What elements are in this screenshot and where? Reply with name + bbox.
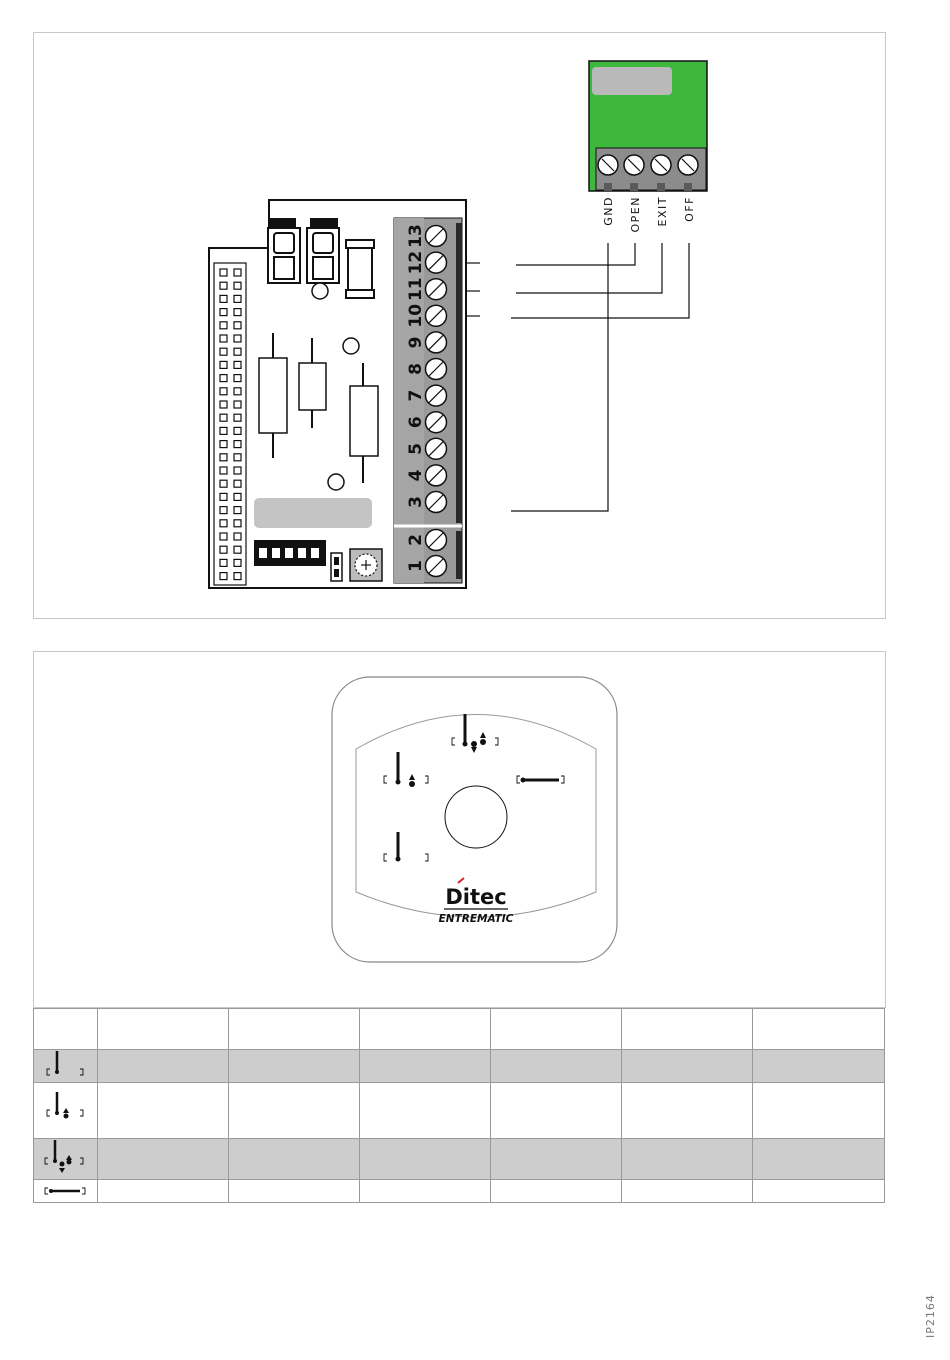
header-pin bbox=[234, 493, 241, 500]
header-pin bbox=[220, 295, 227, 302]
mode-exit-icon bbox=[34, 1083, 98, 1139]
header-pin bbox=[220, 520, 227, 527]
terminal-number: 4 bbox=[406, 469, 426, 482]
key-cylinder bbox=[445, 786, 507, 848]
terminal-number: 6 bbox=[406, 416, 426, 429]
header-pin bbox=[234, 361, 241, 368]
terminal-number: 10 bbox=[406, 303, 426, 328]
header-pin bbox=[234, 388, 241, 395]
reference-code-text: IP2164 bbox=[924, 1294, 937, 1338]
mode-open-icon bbox=[34, 1139, 98, 1180]
terminal-number: 8 bbox=[406, 363, 426, 375]
header-pin bbox=[220, 573, 227, 580]
header-pin bbox=[220, 361, 227, 368]
table-cell bbox=[229, 1139, 360, 1180]
header-pin bbox=[220, 322, 227, 329]
header-pin bbox=[234, 507, 241, 514]
header-pin bbox=[234, 414, 241, 421]
table-cell bbox=[622, 1050, 753, 1083]
header-pin bbox=[220, 388, 227, 395]
header-pin bbox=[220, 546, 227, 553]
terminal-number: 13 bbox=[406, 224, 426, 248]
table-cell bbox=[34, 1009, 98, 1050]
wiring bbox=[466, 243, 689, 511]
jumper bbox=[331, 553, 342, 581]
terminal-number: 3 bbox=[406, 496, 426, 508]
table-cell bbox=[229, 1050, 360, 1083]
table-cell bbox=[622, 1083, 753, 1139]
table-cell bbox=[229, 1083, 360, 1139]
table-cell bbox=[491, 1009, 622, 1050]
table-row bbox=[34, 1050, 885, 1083]
header-pin bbox=[234, 282, 241, 289]
table-row bbox=[34, 1139, 885, 1180]
mounting-hole bbox=[343, 338, 359, 354]
selector-module-label-area bbox=[592, 67, 672, 95]
header-pin bbox=[234, 573, 241, 580]
table-cell bbox=[622, 1139, 753, 1180]
terminal-number: 2 bbox=[406, 534, 426, 546]
terminal-number: 12 bbox=[406, 250, 426, 275]
header-pin bbox=[234, 309, 241, 316]
table-cell bbox=[229, 1009, 360, 1050]
logo-main-text: Ditec bbox=[445, 885, 507, 909]
wire-exit bbox=[516, 243, 662, 293]
table-cell bbox=[360, 1139, 491, 1180]
header-pin bbox=[220, 507, 227, 514]
table-cell bbox=[360, 1180, 491, 1203]
table-cell bbox=[360, 1009, 491, 1050]
header-pin bbox=[234, 322, 241, 329]
mode-table bbox=[33, 1008, 884, 1204]
header-pin bbox=[234, 375, 241, 382]
header-pin bbox=[220, 414, 227, 421]
header-pin bbox=[220, 335, 227, 342]
table-cell bbox=[491, 1083, 622, 1139]
terminal-number: 5 bbox=[406, 442, 426, 455]
table-cell bbox=[360, 1050, 491, 1083]
mounting-hole bbox=[312, 283, 328, 299]
header-pin bbox=[220, 533, 227, 540]
wire-label-exit: EXIT bbox=[656, 196, 669, 227]
reference-code bbox=[924, 1290, 938, 1340]
table-cell bbox=[622, 1009, 753, 1050]
wiring-diagram-panel bbox=[33, 32, 886, 619]
wire-open bbox=[516, 243, 635, 265]
header-pin bbox=[234, 454, 241, 461]
wire-gnd bbox=[511, 243, 608, 511]
table-cell bbox=[229, 1180, 360, 1203]
header-pin bbox=[234, 480, 241, 487]
fuse bbox=[346, 240, 374, 298]
selector-module bbox=[589, 61, 707, 191]
table-row bbox=[34, 1180, 885, 1203]
selector-panel bbox=[33, 651, 886, 1008]
header-pin bbox=[220, 493, 227, 500]
header-pin bbox=[234, 559, 241, 566]
mode-table-grid bbox=[33, 1008, 885, 1203]
table-cell bbox=[622, 1180, 753, 1203]
table-cell bbox=[491, 1139, 622, 1180]
terminal-block bbox=[394, 218, 462, 583]
header-pin bbox=[234, 441, 241, 448]
header-pin bbox=[234, 401, 241, 408]
header-pin bbox=[234, 520, 241, 527]
wire-labels bbox=[602, 196, 696, 232]
terminal-number: 11 bbox=[406, 277, 426, 302]
header-pin bbox=[234, 295, 241, 302]
table-cell bbox=[491, 1180, 622, 1203]
table-cell bbox=[98, 1139, 229, 1180]
terminal-number: 7 bbox=[406, 389, 426, 402]
pin-header bbox=[214, 263, 246, 585]
header-pin bbox=[220, 427, 227, 434]
table-header-row bbox=[34, 1009, 885, 1050]
table-cell bbox=[491, 1050, 622, 1083]
wire-label-gnd: GND bbox=[602, 196, 615, 226]
header-pin bbox=[220, 375, 227, 382]
header-pin bbox=[220, 480, 227, 487]
logo-sub-text: ENTREMATIC bbox=[438, 913, 514, 925]
table-cell bbox=[753, 1009, 885, 1050]
header-pin bbox=[220, 282, 227, 289]
header-pin bbox=[220, 559, 227, 566]
table-cell bbox=[98, 1180, 229, 1203]
header-pin bbox=[220, 348, 227, 355]
header-pin bbox=[234, 335, 241, 342]
wire-label-off: OFF bbox=[683, 196, 696, 222]
mounting-hole bbox=[328, 474, 344, 490]
table-row bbox=[34, 1083, 885, 1139]
terminal-number: 1 bbox=[406, 560, 426, 572]
header-pin bbox=[234, 427, 241, 434]
mode-off-icon bbox=[34, 1050, 98, 1083]
header-pin bbox=[234, 546, 241, 553]
wiring-diagram bbox=[34, 33, 885, 618]
table-cell bbox=[753, 1180, 885, 1203]
terminal-number: 9 bbox=[406, 336, 426, 349]
header-pin bbox=[234, 269, 241, 276]
table-cell bbox=[753, 1050, 885, 1083]
relay-left bbox=[268, 218, 300, 283]
header-pin bbox=[220, 454, 227, 461]
header-pin bbox=[220, 269, 227, 276]
table-cell bbox=[98, 1009, 229, 1050]
mode-night-icon bbox=[34, 1180, 98, 1203]
table-cell bbox=[753, 1083, 885, 1139]
header-pin bbox=[234, 348, 241, 355]
ditec-logo bbox=[439, 878, 514, 925]
header-pin bbox=[234, 467, 241, 474]
header-pin bbox=[220, 467, 227, 474]
table-cell bbox=[98, 1083, 229, 1139]
header-pin bbox=[220, 441, 227, 448]
table-cell bbox=[98, 1050, 229, 1083]
table-cell bbox=[753, 1139, 885, 1180]
header-pin bbox=[220, 401, 227, 408]
selector-face-diagram bbox=[34, 652, 885, 1007]
table-cell bbox=[360, 1083, 491, 1139]
board-label-area bbox=[254, 498, 372, 528]
trimmer-potentiometer bbox=[350, 549, 382, 581]
header-pin bbox=[234, 533, 241, 540]
wire-label-open: OPEN bbox=[629, 196, 642, 233]
header-pin bbox=[220, 309, 227, 316]
relay-right bbox=[307, 218, 339, 283]
dip-switch bbox=[254, 540, 326, 566]
